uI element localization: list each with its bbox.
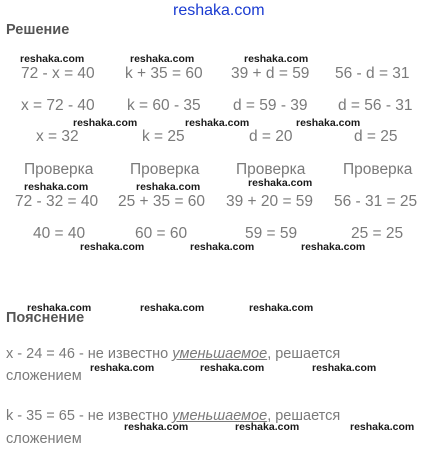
solution-heading: Решение bbox=[6, 22, 70, 38]
watermark: reshaka.com bbox=[301, 241, 366, 253]
col1-equation: 72 - x = 40 bbox=[21, 65, 95, 82]
watermark: reshaka.com bbox=[235, 421, 300, 433]
col2-check-label: Проверка bbox=[130, 161, 200, 178]
col1-result: x = 32 bbox=[36, 128, 79, 145]
watermark: reshaka.com bbox=[200, 362, 265, 374]
col4-result: d = 25 bbox=[354, 128, 398, 145]
watermark: reshaka.com bbox=[244, 53, 309, 65]
col4-check-label: Проверка bbox=[343, 161, 413, 178]
watermark: reshaka.com bbox=[185, 117, 250, 129]
explanation-2-suffix: , решается bbox=[267, 408, 341, 424]
watermark: reshaka.com bbox=[296, 117, 361, 129]
explanation-2-line-2: сложением bbox=[6, 431, 82, 447]
col1-step: x = 72 - 40 bbox=[21, 97, 95, 114]
watermark: reshaka.com bbox=[130, 53, 195, 65]
col3-step: d = 59 - 39 bbox=[233, 97, 308, 114]
col4-equation: 56 - d = 31 bbox=[335, 65, 410, 82]
explanation-1-line-2: сложением bbox=[6, 368, 82, 384]
col3-check-equation: 39 + 20 = 59 bbox=[226, 193, 314, 210]
explanation-1-emphasis: уменьшаемое bbox=[172, 346, 268, 362]
explanation-heading: Пояснение bbox=[6, 310, 85, 326]
col4-check-result: 25 = 25 bbox=[351, 225, 404, 242]
watermark: reshaka.com bbox=[190, 241, 255, 253]
watermark: reshaka.com bbox=[90, 362, 155, 374]
col3-check-result: 59 = 59 bbox=[245, 225, 298, 242]
col4-step: d = 56 - 31 bbox=[338, 97, 413, 114]
col2-step: k = 60 - 35 bbox=[127, 97, 201, 114]
col1-check-result: 40 = 40 bbox=[33, 225, 86, 242]
watermark: reshaka.com bbox=[140, 302, 205, 314]
watermark: reshaka.com bbox=[124, 421, 189, 433]
col4-check-equation: 56 - 31 = 25 bbox=[334, 193, 418, 210]
col1-check-equation: 72 - 32 = 40 bbox=[15, 193, 99, 210]
col2-result: k = 25 bbox=[142, 128, 185, 145]
col3-equation: 39 + d = 59 bbox=[231, 65, 310, 82]
watermark: reshaka.com bbox=[20, 53, 85, 65]
explanation-2-emphasis: уменьшаемое bbox=[172, 408, 268, 424]
watermark: reshaka.com bbox=[248, 177, 313, 189]
watermark: reshaka.com bbox=[80, 241, 145, 253]
col2-equation: k + 35 = 60 bbox=[125, 65, 203, 82]
col2-check-result: 60 = 60 bbox=[135, 225, 188, 242]
watermark: reshaka.com bbox=[350, 421, 415, 433]
explanation-1-prefix: x - 24 = 46 - не известно bbox=[6, 346, 173, 362]
watermark: reshaka.com bbox=[27, 302, 92, 314]
watermark: reshaka.com bbox=[73, 117, 138, 129]
explanation-1-suffix: , решается bbox=[267, 346, 341, 362]
col3-result: d = 20 bbox=[249, 128, 293, 145]
watermark-top: reshaka.com bbox=[173, 2, 265, 19]
watermark: reshaka.com bbox=[24, 181, 89, 193]
explanation-1-line-1 bbox=[6, 343, 340, 365]
watermark: reshaka.com bbox=[249, 302, 314, 314]
col1-check-label: Проверка bbox=[24, 161, 94, 178]
explanation-2-prefix: k - 35 = 65 - не известно bbox=[6, 408, 173, 424]
col3-check-label: Проверка bbox=[236, 161, 306, 178]
col2-check-equation: 25 + 35 = 60 bbox=[118, 193, 206, 210]
watermark: reshaka.com bbox=[136, 181, 201, 193]
watermark: reshaka.com bbox=[312, 362, 377, 374]
